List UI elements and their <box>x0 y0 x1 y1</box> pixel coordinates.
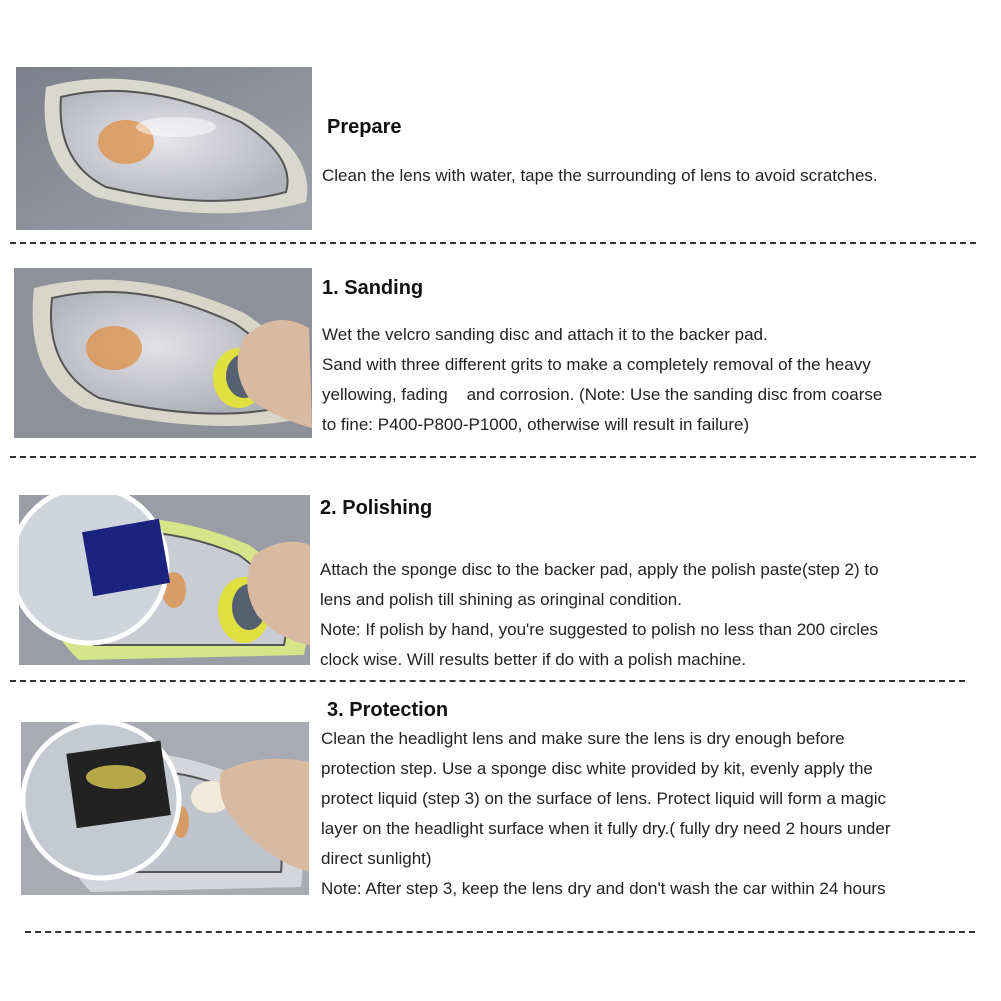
headlight-polishing-image <box>19 495 310 665</box>
section-text-line: Clean the headlight lens and make sure the lens is dry enough before <box>321 729 845 748</box>
section-text-line: Wet the velcro sanding disc and attach it to the backer pad. <box>322 325 768 344</box>
section-title: 2. Polishing <box>320 497 433 519</box>
section-text-line: to fine: P400-P800-P1000, otherwise will result in failure) <box>322 415 750 434</box>
section-text-line: Attach the sponge disc to the backer pad, apply the polish paste(step 2) to <box>320 560 879 579</box>
section-text-line: protect liquid (step 3) on the surface of lens. Protect liquid will form a magic <box>321 789 887 808</box>
section-text-line: clock wise. Will results better if do with a polish machine. <box>320 650 747 669</box>
section-text-line: Note: After step 3, keep the lens dry and don't wash the car within 24 hours <box>321 879 886 898</box>
dashed-divider <box>10 242 976 244</box>
section-text-line: yellowing, fading and corrosion. (Note: Use the sanding disc from coarse <box>322 385 883 404</box>
headlight-sanding-image <box>14 268 312 438</box>
section-text-line: layer on the headlight surface when it fully dry.( fully dry need 2 hours under <box>321 819 891 838</box>
dashed-divider <box>10 680 965 682</box>
section-text-line: lens and polish till shining as oringinal condition. <box>320 590 682 609</box>
section-text-line: Note: If polish by hand, you're suggested to polish no less than 200 circles <box>320 620 878 639</box>
section-sanding <box>0 255 1001 470</box>
section-prepare <box>0 0 1001 255</box>
section-protection <box>0 690 1001 1001</box>
section-title: 1. Sanding <box>322 277 424 299</box>
section-title: 3. Protection <box>327 699 449 721</box>
section-text-line: direct sunlight) <box>321 849 432 868</box>
prepare-photo <box>16 67 312 230</box>
section-title: Prepare <box>327 116 402 138</box>
dashed-divider <box>25 931 975 933</box>
section-text-line: protection step. Use a sponge disc white provided by kit, evenly apply the <box>321 759 873 778</box>
dashed-divider <box>10 456 976 458</box>
polishing-photo <box>19 495 310 665</box>
section-text: Clean the lens with water, tape the surrounding of lens to avoid scratches. <box>322 166 878 185</box>
headlight-protection-image <box>21 722 309 895</box>
headlight-taped-image <box>16 67 312 230</box>
section-text-line: Sand with three different grits to make a completely removal of the heavy <box>322 355 871 374</box>
sanding-photo <box>14 268 312 438</box>
protection-photo <box>21 722 309 895</box>
section-polishing <box>0 470 1001 690</box>
